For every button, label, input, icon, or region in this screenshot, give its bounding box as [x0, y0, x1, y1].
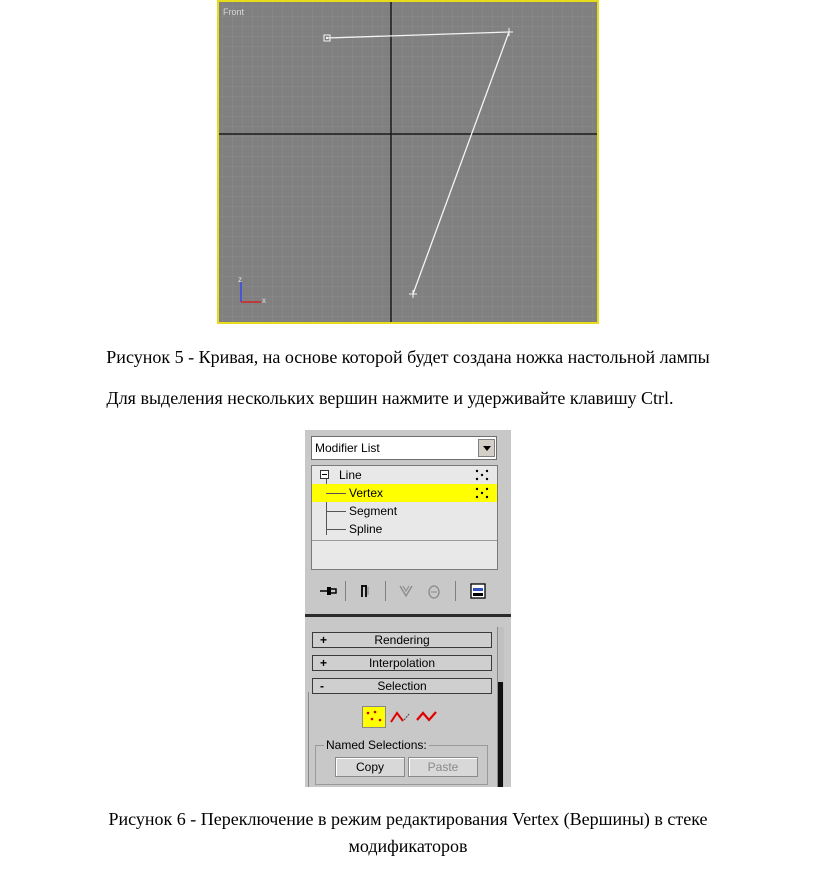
paste-button[interactable]: Paste [408, 757, 478, 777]
segment-mode-icon[interactable] [389, 710, 413, 724]
spline-first-vertex-dot [326, 37, 328, 39]
configure-modifier-sets-icon[interactable] [469, 582, 487, 600]
collapse-icon: - [320, 679, 324, 693]
stack-item-vertex[interactable] [312, 484, 497, 502]
stack-item-label: Segment [349, 504, 398, 518]
instruction-text: Для выделения нескольких вершин нажмите и удерживайте клавишу Ctrl. [106, 388, 674, 408]
stack-separator [312, 540, 497, 541]
figure-5-caption: Рисунок 5 - Кривая, на основе которой будет создана ножка настольной лампы [106, 347, 710, 367]
toolbar-separator [345, 581, 346, 601]
stack-item-label: Vertex [349, 486, 384, 500]
tree-branch [326, 529, 346, 530]
panel-scrollbar[interactable] [497, 627, 504, 787]
named-selections-group [315, 738, 488, 785]
make-unique-icon[interactable] [397, 582, 415, 600]
modifier-list-label: Modifier List [315, 441, 380, 455]
stack-item-label: Spline [349, 522, 383, 536]
viewport-canvas [219, 2, 599, 324]
figure-6-caption-line2: модификаторов [348, 836, 468, 856]
named-selections-legend: Named Selections: [326, 738, 427, 752]
tree-branch [326, 493, 346, 494]
toolbar-separator [385, 581, 386, 601]
viewport-label[interactable]: Front [223, 7, 245, 17]
toolbar-separator [455, 581, 456, 601]
tree-branch [326, 511, 346, 512]
panel-divider [305, 614, 511, 617]
vertex-dots-icon [475, 487, 489, 499]
expand-icon: + [320, 656, 328, 670]
scrollbar-thumb[interactable] [498, 682, 503, 787]
stack-item-line[interactable] [312, 466, 497, 484]
figure-6-caption-line1: Рисунок 6 - Переключение в режим редактирования Vertex (Вершины) в стеке [108, 809, 708, 829]
vertex-dots-icon [475, 469, 489, 481]
front-viewport[interactable] [217, 0, 599, 324]
show-end-result-icon[interactable] [357, 582, 375, 600]
subobject-selection-icons [362, 706, 442, 728]
rollouts-area [305, 627, 511, 787]
axis-x-label: x [262, 296, 266, 305]
modifier-stack [311, 465, 498, 570]
vertex-mode-button[interactable] [362, 706, 386, 728]
remove-modifier-icon[interactable] [425, 582, 443, 600]
figure-6-caption [0, 806, 816, 860]
stack-item-label: Line [339, 468, 362, 482]
modifier-panel [305, 430, 511, 787]
rollout-title: Rendering [374, 633, 430, 647]
collapse-icon[interactable] [320, 470, 329, 479]
spline-mode-icon[interactable] [415, 709, 439, 723]
chevron-down-icon[interactable] [478, 439, 495, 457]
copy-button[interactable]: Copy [335, 757, 405, 777]
modifier-list-dropdown[interactable] [311, 436, 497, 460]
vertex-icon [363, 707, 385, 727]
viewport-grid [219, 2, 599, 324]
axis-z-label: z [238, 275, 242, 284]
stack-item-spline[interactable] [312, 520, 497, 538]
selection-rollout-header[interactable] [312, 678, 492, 694]
stack-item-segment[interactable] [312, 502, 497, 520]
rollout-title: Interpolation [368, 656, 436, 670]
rollout-title: Selection [377, 679, 427, 693]
expand-icon: + [320, 633, 328, 647]
interpolation-rollout-header[interactable] [312, 655, 492, 671]
pin-stack-icon[interactable] [319, 582, 337, 600]
rendering-rollout-header[interactable] [312, 632, 492, 648]
stack-toolbar [305, 577, 511, 605]
